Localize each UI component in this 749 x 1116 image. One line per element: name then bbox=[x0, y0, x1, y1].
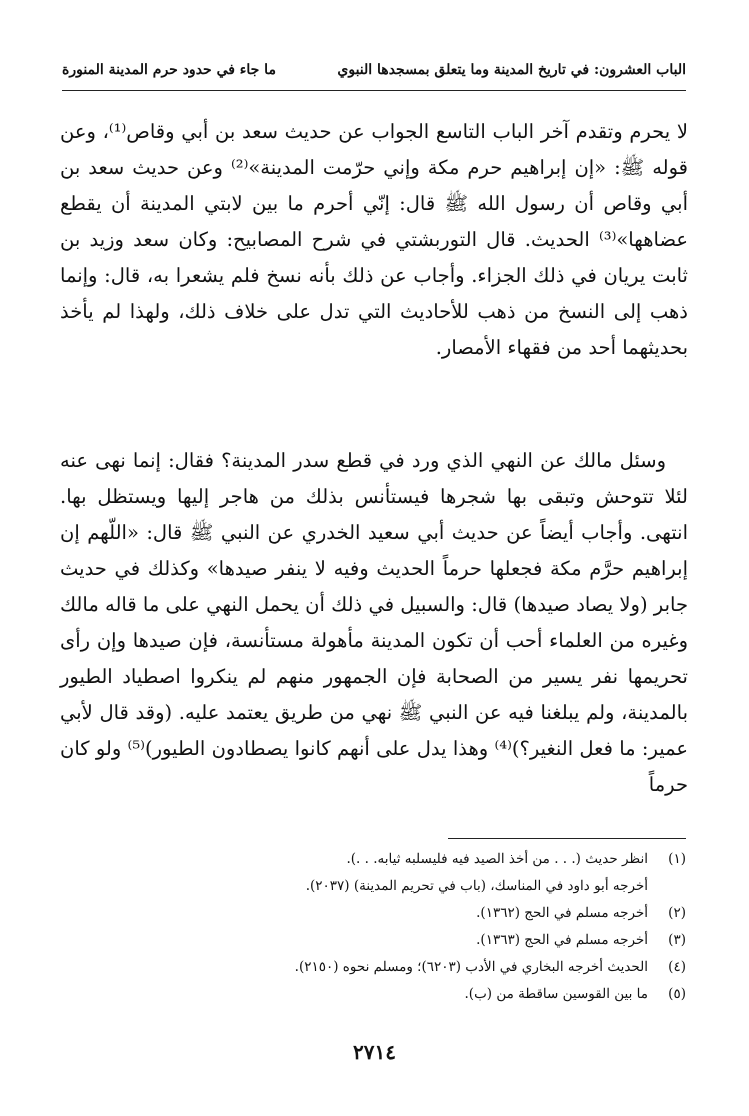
footnote-number: (١) bbox=[668, 851, 686, 867]
footnotes bbox=[60, 846, 686, 1008]
page-number: ٢٧١٤ bbox=[353, 1040, 396, 1064]
footnote-text: الحديث أخرجه البخاري في الأدب (٦٢٠٣)؛ ومسلم نحوه (٢١٥٠). bbox=[294, 959, 648, 975]
header-chapter-title: الباب العشرون: في تاريخ المدينة وما يتعلق بمسجدها النبوي bbox=[337, 62, 686, 78]
footnote-text: ما بين القوسين ساقطة من (ب). bbox=[464, 986, 648, 1002]
footnote-text: أخرجه مسلم في الحج (١٣٦٢). bbox=[476, 905, 648, 921]
footnote-number: (٥) bbox=[668, 986, 686, 1002]
footnote-text: انظر حديث (. . . من أخذ الصيد فيه فليسلبه ثيابه. . .). bbox=[346, 851, 648, 867]
footnote-text: أخرجه أبو داود في المناسك، (باب في تحريم المدينة) (٢٠٣٧). bbox=[305, 878, 648, 894]
footnote-item bbox=[60, 927, 686, 954]
footnote-number: (٣) bbox=[668, 932, 686, 948]
header-section-title: ما جاء في حدود حرم المدينة المنورة bbox=[62, 62, 276, 78]
footnote-divider bbox=[448, 838, 686, 839]
footnote-item bbox=[60, 954, 686, 981]
body-paragraph-2: وسئل مالك عن النهي الذي ورد في قطع سدر المدينة؟ فقال: إنما نهى عنه لئلا تتوحش وتبقى بها شجرها فيستأنس بذلك من هاجر إليها ويستظل بها. انتهى. وأجاب أيضاً عن حديث أبي سعيد الخدري عن النبي ﷺ قال: «اللّهم إن إبراهيم حرَّم مكة فجعلها حرماً الحديث وفيه لا ينفر صيدها» وكذلك في حديث جابر (ولا يصاد صيدها) قال: والسبيل في ذلك أن يحمل النهي على ما قاله مالك وغيره من العلماء أحب أن تكون المدينة مأهولة مستأنسة، فإن صيدها وإن رأى تحريمها نفر يسير من الصحابة فإن الجمهور منهم لم ينكروا اصطياد الطيور بالمدينة، ولم يبلغنا فيه عن النبي ﷺ نهي من طريق يعتمد عليه. (وقد قال لأبي عمير: ما فعل النغير؟)⁽⁴⁾ وهذا يدل على أنهم كانوا يصطادون الطيور)⁽⁵⁾ ولو كان حرماً bbox=[60, 449, 688, 796]
footnote-item bbox=[60, 873, 686, 900]
header-divider bbox=[62, 90, 686, 91]
footnote-number: (٤) bbox=[668, 959, 686, 975]
footnote-item bbox=[60, 846, 686, 873]
running-header bbox=[62, 58, 686, 86]
body-paragraph-1: لا يحرم وتقدم آخر الباب التاسع الجواب عن حديث سعد بن أبي وقاص⁽¹⁾، وعن قوله ﷺ: «إن إبراهيم حرم مكة وإني حرّمت المدينة»⁽²⁾ وعن حديث سعد بن أبي وقاص أن رسول الله ﷺ قال: إنّي أحرم ما بين لابتي المدينة أن يقطع عضاهها»⁽³⁾ الحديث. قال التوربشتي في شرح المصابيح: وكان سعد وزيد بن ثابت يريان في ذلك الجزاء. وأجاب عن ذلك بأنه نسخ فلم يشعرا به، قال: وإنما ذهب إلى النسخ من ذهب للأحاديث التي تدل على خلاف ذلك، ولهذا لم يأخذ بحديثهما أحد من فقهاء الأمصار. bbox=[60, 120, 688, 359]
footnote-text: أخرجه مسلم في الحج (١٣٦٣). bbox=[476, 932, 648, 948]
footnote-item bbox=[60, 981, 686, 1008]
footnote-item bbox=[60, 900, 686, 927]
footnote-number: (٢) bbox=[668, 905, 686, 921]
